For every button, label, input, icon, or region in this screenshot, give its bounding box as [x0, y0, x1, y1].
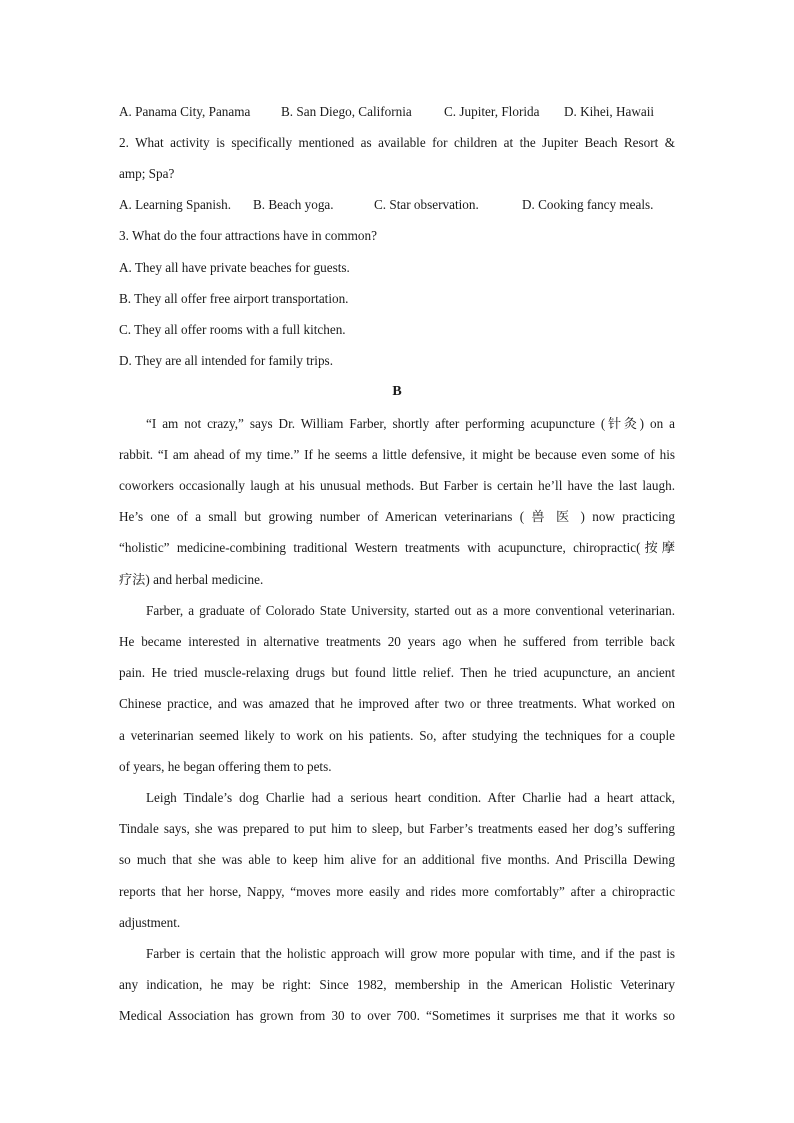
q3-stem: 3. What do the four attractions have in common? [119, 228, 377, 243]
q1-option-a: A. Panama City, Panama [119, 104, 251, 119]
q2-option-d: D. Cooking fancy meals. [522, 197, 654, 212]
q1-option-d: D. Kihei, Hawaii [564, 104, 655, 119]
passage-line: Chinese practice, and was amazed that he improved after two or three treatments. What worked on [119, 696, 675, 711]
passage-line: pain. He tried muscle-relaxing drugs but found little relief. Then he tried acupuncture, an ancient [119, 665, 675, 680]
q1-option-c: C. Jupiter, Florida [444, 104, 540, 119]
q3-option-d: D. They are all intended for family trips. [119, 353, 333, 368]
passage-line: adjustment. [119, 915, 181, 930]
q3-option-b: B. They all offer free airport transportation. [119, 291, 349, 306]
q2-stem-line2: amp; Spa? [119, 166, 175, 181]
passage-line: He became interested in alternative treatments 20 years ago when he suffered from terrible back [119, 634, 675, 649]
passage-line: “holistic” medicine-combining traditional Western treatments with acupuncture, chiropractic(按摩 [119, 540, 675, 555]
section-b-title: B [392, 384, 402, 399]
passage-line: Farber, a graduate of Colorado State University, started out as a more conventional veterinarian. [146, 603, 675, 618]
passage-line: so much that she was able to keep him alive for an additional five months. And Priscilla Dewing [119, 852, 675, 867]
passage-line: coworkers occasionally laugh at his unusual methods. But Farber is certain he’ll have the last laugh. [119, 478, 675, 493]
q1-option-b: B. San Diego, California [281, 104, 412, 119]
passage-line: rabbit. “I am ahead of my time.” If he seems a little defensive, it might be because even some of his [119, 447, 675, 462]
passage-line: Farber is certain that the holistic approach will grow more popular with time, and if the past is [146, 946, 675, 961]
passage-line: Tindale says, she was prepared to put him to sleep, but Farber’s treatments eased her dog’s suffering [119, 821, 675, 836]
q3-option-a: A. They all have private beaches for guests. [119, 260, 350, 275]
passage-line: reports that her horse, Nappy, “moves more easily and rides more comfortably” after a chiropractic [119, 884, 675, 899]
passage-line: a veterinarian seemed likely to work on his patients. So, after studying the techniques for a couple [119, 728, 675, 743]
q2-option-c: C. Star observation. [374, 197, 479, 212]
q2-stem-line1: 2. What activity is specifically mentioned as available for children at the Jupiter Beach Resort & [119, 135, 675, 150]
passage-line: Medical Association has grown from 30 to over 700. “Sometimes it surprises me that it works so [119, 1008, 675, 1023]
q2-option-a: A. Learning Spanish. [119, 197, 232, 212]
passage-line: any indication, he may be right: Since 1982, membership in the American Holistic Veterinary [119, 977, 675, 992]
q3-option-c: C. They all offer rooms with a full kitchen. [119, 322, 346, 337]
q2-option-b: B. Beach yoga. [253, 197, 334, 212]
passage-line: He’s one of a small but growing number of American veterinarians ( 兽 医 ) now practicing [119, 509, 675, 524]
passage-line: 疗法) and herbal medicine. [119, 572, 264, 587]
passage-line: “I am not crazy,” says Dr. William Farber, shortly after performing acupuncture (针灸) on a [146, 416, 675, 431]
passage-line: of years, he began offering them to pets. [119, 759, 332, 774]
passage-line: Leigh Tindale’s dog Charlie had a serious heart condition. After Charlie had a heart attack, [146, 790, 675, 805]
